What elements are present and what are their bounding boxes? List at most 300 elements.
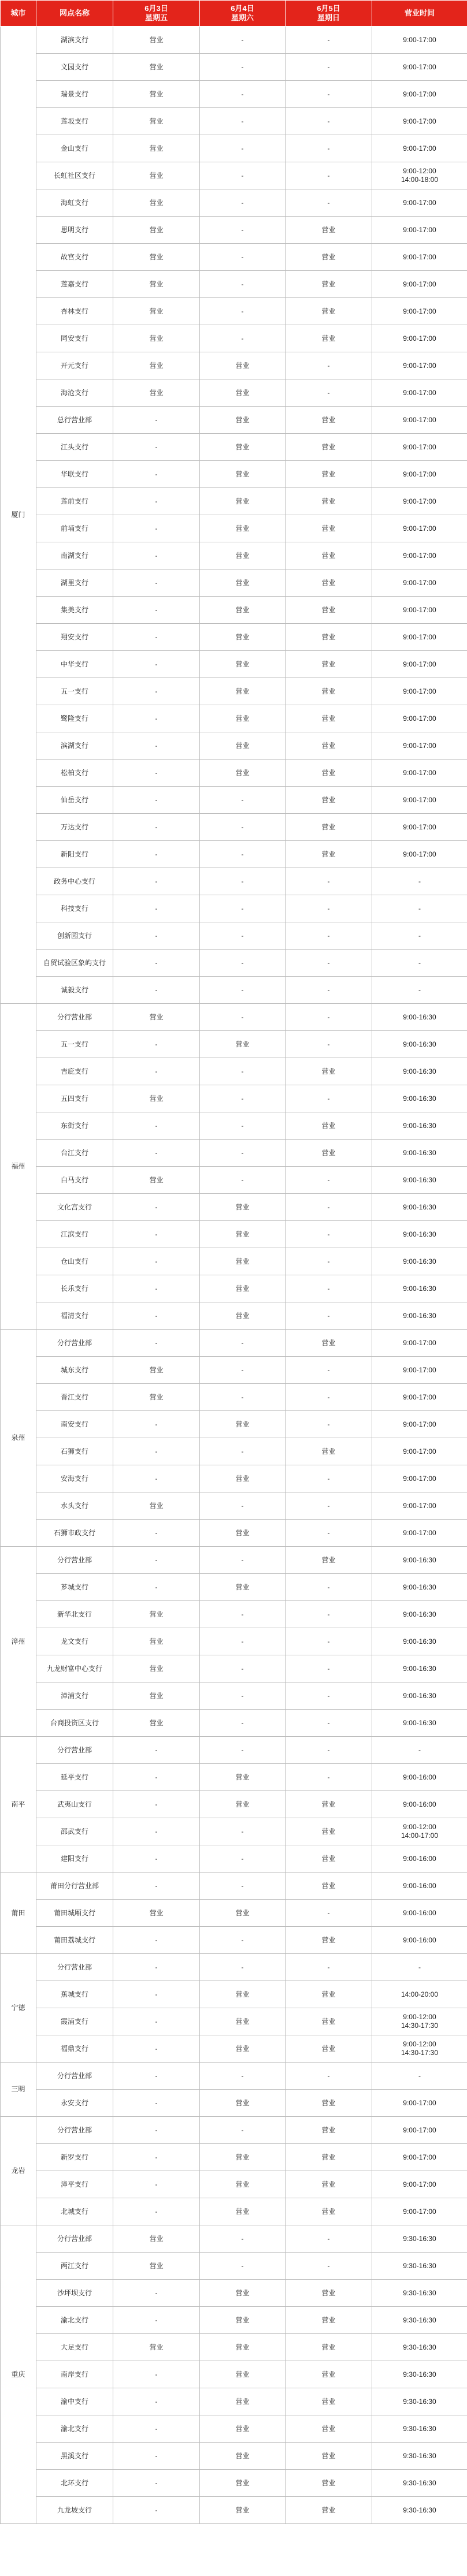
hours-cell: 9:00-17:00 bbox=[372, 1465, 467, 1492]
day2-status-cell: 营业 bbox=[200, 760, 286, 787]
header-day3-date: 6月5日 bbox=[317, 4, 340, 13]
table-row bbox=[1, 1275, 467, 1302]
table-row bbox=[1, 1764, 467, 1791]
day2-status-cell: - bbox=[200, 1547, 286, 1574]
day1-status-cell: 营业 bbox=[113, 1085, 200, 1112]
hours-cell: 9:30-16:30 bbox=[372, 2415, 467, 2443]
day3-status-cell: 营业 bbox=[286, 2388, 372, 2415]
day3-status-cell: - bbox=[286, 895, 372, 922]
table-row bbox=[1, 922, 467, 950]
hours-cell: 9:30-16:30 bbox=[372, 2334, 467, 2361]
day2-status-cell: - bbox=[200, 895, 286, 922]
header-hours: 营业时间 bbox=[372, 1, 467, 27]
branch-name-cell: 前埔支行 bbox=[36, 515, 113, 542]
branch-name-cell: 蕉城支行 bbox=[36, 1981, 113, 2008]
day3-status-cell: 营业 bbox=[286, 2008, 372, 2035]
day1-status-cell: 营业 bbox=[113, 1492, 200, 1520]
hours-cell: 9:00-17:00 bbox=[372, 108, 467, 135]
day3-status-cell: - bbox=[286, 1384, 372, 1411]
hours-cell: 9:30-16:30 bbox=[372, 2307, 467, 2334]
day1-status-cell: - bbox=[113, 2171, 200, 2198]
day1-status-cell: 营业 bbox=[113, 27, 200, 54]
branch-name-cell: 北城支行 bbox=[36, 2198, 113, 2225]
day2-status-cell: 营业 bbox=[200, 1465, 286, 1492]
day3-status-cell: 营业 bbox=[286, 461, 372, 488]
day1-status-cell: - bbox=[113, 488, 200, 515]
hours-cell: 9:00-17:00 bbox=[372, 2198, 467, 2225]
day3-status-cell: 营业 bbox=[286, 1981, 372, 2008]
branch-name-cell: 江滨支行 bbox=[36, 1221, 113, 1248]
day1-status-cell: 营业 bbox=[113, 2225, 200, 2253]
table-row bbox=[1, 2253, 467, 2280]
table-row bbox=[1, 1248, 467, 1275]
day2-status-cell: - bbox=[200, 1710, 286, 1737]
hours-cell: 9:00-17:00 bbox=[372, 1438, 467, 1465]
table-header bbox=[1, 1, 467, 27]
table-row bbox=[1, 950, 467, 977]
day2-status-cell: 营业 bbox=[200, 434, 286, 461]
day3-status-cell: 营业 bbox=[286, 1845, 372, 1873]
branch-name-cell: 台江支行 bbox=[36, 1140, 113, 1167]
day1-status-cell: - bbox=[113, 1954, 200, 1981]
branch-name-cell: 大足支行 bbox=[36, 2334, 113, 2361]
hours-cell: 9:00-17:00 bbox=[372, 1357, 467, 1384]
hours-cell: 9:00-16:30 bbox=[372, 1058, 467, 1085]
day3-status-cell: - bbox=[286, 2063, 372, 2090]
day1-status-cell: - bbox=[113, 1737, 200, 1764]
hours-cell: 9:00-17:00 bbox=[372, 298, 467, 325]
day2-status-cell: 营业 bbox=[200, 1275, 286, 1302]
city-cell: 福州 bbox=[1, 1004, 36, 1330]
header-day1-week: 星期五 bbox=[144, 13, 168, 22]
day3-status-cell: 营业 bbox=[286, 1112, 372, 1140]
branch-name-cell: 两江支行 bbox=[36, 2253, 113, 2280]
day1-status-cell: - bbox=[113, 2470, 200, 2497]
branch-name-cell: 故宫支行 bbox=[36, 244, 113, 271]
city-cell: 龙岩 bbox=[1, 2117, 36, 2225]
branch-name-cell: 莆田城厢支行 bbox=[36, 1900, 113, 1927]
day3-status-cell: - bbox=[286, 1167, 372, 1194]
hours-cell: 9:00-12:00 14:00-17:00 bbox=[372, 1818, 467, 1845]
day2-status-cell: 营业 bbox=[200, 624, 286, 651]
table-row bbox=[1, 597, 467, 624]
day1-status-cell: - bbox=[113, 1112, 200, 1140]
table-row bbox=[1, 2225, 467, 2253]
hours-cell: 9:00-17:00 bbox=[372, 542, 467, 569]
day3-status-cell: 营业 bbox=[286, 1140, 372, 1167]
hours-cell: 9:00-16:30 bbox=[372, 1112, 467, 1140]
day3-status-cell: - bbox=[286, 1574, 372, 1601]
hours-cell: 9:00-17:00 bbox=[372, 515, 467, 542]
hours-cell: 9:00-17:00 bbox=[372, 1330, 467, 1357]
branch-name-cell: 五一支行 bbox=[36, 1031, 113, 1058]
day3-status-cell: - bbox=[286, 1601, 372, 1628]
header-day1 bbox=[113, 1, 200, 27]
day1-status-cell: - bbox=[113, 1981, 200, 2008]
day2-status-cell: - bbox=[200, 189, 286, 217]
branch-name-cell: 中华支行 bbox=[36, 651, 113, 678]
branch-name-cell: 分行营业部 bbox=[36, 1547, 113, 1574]
hours-cell: 9:00-17:00 bbox=[372, 379, 467, 407]
day3-status-cell: - bbox=[286, 54, 372, 81]
branch-name-cell: 晋江支行 bbox=[36, 1384, 113, 1411]
city-cell: 莆田 bbox=[1, 1873, 36, 1954]
day1-status-cell: - bbox=[113, 624, 200, 651]
day2-status-cell: 营业 bbox=[200, 2388, 286, 2415]
hours-cell: 9:00-17:00 bbox=[372, 488, 467, 515]
hours-cell: - bbox=[372, 868, 467, 895]
branch-name-cell: 分行营业部 bbox=[36, 1004, 113, 1031]
table-row bbox=[1, 1112, 467, 1140]
table-row bbox=[1, 434, 467, 461]
hours-cell: 9:00-16:30 bbox=[372, 1167, 467, 1194]
hours-cell: 9:00-17:00 bbox=[372, 352, 467, 379]
branch-name-cell: 漳平支行 bbox=[36, 2171, 113, 2198]
day1-status-cell: 营业 bbox=[113, 325, 200, 352]
day2-status-cell: - bbox=[200, 54, 286, 81]
day3-status-cell: 营业 bbox=[286, 2090, 372, 2117]
day1-status-cell: - bbox=[113, 977, 200, 1004]
day2-status-cell: - bbox=[200, 1954, 286, 1981]
day3-status-cell: 营业 bbox=[286, 2280, 372, 2307]
day3-status-cell: - bbox=[286, 1764, 372, 1791]
branch-name-cell: 渝中支行 bbox=[36, 2388, 113, 2415]
day1-status-cell: - bbox=[113, 2035, 200, 2063]
day2-status-cell: - bbox=[200, 1737, 286, 1764]
branch-name-cell: 分行营业部 bbox=[36, 2225, 113, 2253]
branch-name-cell: 武夷山支行 bbox=[36, 1791, 113, 1818]
header-day2-week: 星期六 bbox=[231, 13, 254, 22]
day2-status-cell: 营业 bbox=[200, 1574, 286, 1601]
hours-cell: 9:00-17:00 bbox=[372, 732, 467, 760]
day2-status-cell: 营业 bbox=[200, 1302, 286, 1330]
day3-status-cell: - bbox=[286, 1954, 372, 1981]
hours-cell: 9:00-16:30 bbox=[372, 1628, 467, 1655]
hours-cell: 9:00-16:30 bbox=[372, 1248, 467, 1275]
day2-status-cell: 营业 bbox=[200, 2171, 286, 2198]
hours-cell: 9:00-17:00 bbox=[372, 2090, 467, 2117]
day1-status-cell: - bbox=[113, 1058, 200, 1085]
day1-status-cell: - bbox=[113, 2361, 200, 2388]
day2-status-cell: 营业 bbox=[200, 1764, 286, 1791]
city-cell: 南平 bbox=[1, 1737, 36, 1873]
table-row bbox=[1, 1791, 467, 1818]
day3-status-cell: 营业 bbox=[286, 2307, 372, 2334]
branch-name-cell: 延平支行 bbox=[36, 1764, 113, 1791]
branch-name-cell: 长乐支行 bbox=[36, 1275, 113, 1302]
branch-name-cell: 南安支行 bbox=[36, 1411, 113, 1438]
table-row bbox=[1, 298, 467, 325]
table-row bbox=[1, 54, 467, 81]
branch-name-cell: 创新园支行 bbox=[36, 922, 113, 950]
day1-status-cell: - bbox=[113, 1764, 200, 1791]
table-row bbox=[1, 732, 467, 760]
table-row bbox=[1, 1628, 467, 1655]
branch-name-cell: 分行营业部 bbox=[36, 1737, 113, 1764]
table-row bbox=[1, 651, 467, 678]
table-row bbox=[1, 569, 467, 597]
day1-status-cell: 营业 bbox=[113, 1384, 200, 1411]
table-row bbox=[1, 1357, 467, 1384]
branch-name-cell: 福鼎支行 bbox=[36, 2035, 113, 2063]
day1-status-cell: - bbox=[113, 1031, 200, 1058]
city-cell: 泉州 bbox=[1, 1330, 36, 1547]
day3-status-cell: 营业 bbox=[286, 515, 372, 542]
day2-status-cell: 营业 bbox=[200, 1248, 286, 1275]
day3-status-cell: 营业 bbox=[286, 2035, 372, 2063]
day2-status-cell: 营业 bbox=[200, 2035, 286, 2063]
day1-status-cell: - bbox=[113, 651, 200, 678]
branch-name-cell: 石狮市政支行 bbox=[36, 1520, 113, 1547]
hours-cell: - bbox=[372, 1954, 467, 1981]
table-row bbox=[1, 379, 467, 407]
day3-status-cell: - bbox=[286, 81, 372, 108]
day2-status-cell: 营业 bbox=[200, 732, 286, 760]
branch-name-cell: 五四支行 bbox=[36, 1085, 113, 1112]
table-row bbox=[1, 678, 467, 705]
day1-status-cell: - bbox=[113, 787, 200, 814]
branch-name-cell: 北环支行 bbox=[36, 2470, 113, 2497]
day2-status-cell: - bbox=[200, 922, 286, 950]
day1-status-cell: - bbox=[113, 1873, 200, 1900]
branch-name-cell: 杏林支行 bbox=[36, 298, 113, 325]
day2-status-cell: - bbox=[200, 1818, 286, 1845]
day1-status-cell: 营业 bbox=[113, 1900, 200, 1927]
hours-cell: 9:00-16:30 bbox=[372, 1275, 467, 1302]
hours-cell: 9:00-17:00 bbox=[372, 1492, 467, 1520]
table-row bbox=[1, 515, 467, 542]
hours-cell: 9:00-17:00 bbox=[372, 760, 467, 787]
header-city: 城市 bbox=[1, 1, 36, 27]
table-row bbox=[1, 1682, 467, 1710]
branch-name-cell: 翔安支行 bbox=[36, 624, 113, 651]
hours-cell: 9:00-17:00 bbox=[372, 705, 467, 732]
day3-status-cell: - bbox=[286, 1710, 372, 1737]
day2-status-cell: - bbox=[200, 217, 286, 244]
day1-status-cell: - bbox=[113, 1330, 200, 1357]
table-row bbox=[1, 461, 467, 488]
day1-status-cell: - bbox=[113, 814, 200, 841]
day1-status-cell: 营业 bbox=[113, 1357, 200, 1384]
day2-status-cell: - bbox=[200, 2253, 286, 2280]
branch-name-cell: 莆田荔城支行 bbox=[36, 1927, 113, 1954]
table-row bbox=[1, 1140, 467, 1167]
table-row bbox=[1, 787, 467, 814]
day1-status-cell: 营业 bbox=[113, 1601, 200, 1628]
branch-name-cell: 华联支行 bbox=[36, 461, 113, 488]
branch-name-cell: 南岸支行 bbox=[36, 2361, 113, 2388]
hours-cell: 9:00-16:00 bbox=[372, 1927, 467, 1954]
day2-status-cell: - bbox=[200, 977, 286, 1004]
branch-name-cell: 九龙财富中心支行 bbox=[36, 1655, 113, 1682]
hours-cell: 9:00-16:30 bbox=[372, 1004, 467, 1031]
branch-name-cell: 金山支行 bbox=[36, 135, 113, 162]
day2-status-cell: 营业 bbox=[200, 515, 286, 542]
day3-status-cell: - bbox=[286, 1085, 372, 1112]
branch-name-cell: 安海支行 bbox=[36, 1465, 113, 1492]
day1-status-cell: 营业 bbox=[113, 217, 200, 244]
day2-status-cell: 营业 bbox=[200, 569, 286, 597]
hours-cell: 9:00-17:00 bbox=[372, 651, 467, 678]
hours-cell: 9:00-17:00 bbox=[372, 54, 467, 81]
day1-status-cell: - bbox=[113, 569, 200, 597]
hours-cell: - bbox=[372, 977, 467, 1004]
day3-status-cell: 营业 bbox=[286, 1873, 372, 1900]
day2-status-cell: - bbox=[200, 2225, 286, 2253]
day3-status-cell: - bbox=[286, 108, 372, 135]
day3-status-cell: 营业 bbox=[286, 1330, 372, 1357]
table-row bbox=[1, 1492, 467, 1520]
hours-cell: 9:00-17:00 bbox=[372, 244, 467, 271]
branch-name-cell: 集美支行 bbox=[36, 597, 113, 624]
hours-cell: 9:00-17:00 bbox=[372, 325, 467, 352]
day1-status-cell: - bbox=[113, 2063, 200, 2090]
table-row bbox=[1, 1737, 467, 1764]
table-row bbox=[1, 760, 467, 787]
branch-name-cell: 湖里支行 bbox=[36, 569, 113, 597]
day1-status-cell: 营业 bbox=[113, 1710, 200, 1737]
branch-name-cell: 科技支行 bbox=[36, 895, 113, 922]
day3-status-cell: 营业 bbox=[286, 597, 372, 624]
hours-cell: 9:00-17:00 bbox=[372, 678, 467, 705]
day3-status-cell: 营业 bbox=[286, 787, 372, 814]
hours-cell: 9:00-17:00 bbox=[372, 461, 467, 488]
branch-name-cell: 新阳支行 bbox=[36, 841, 113, 868]
day2-status-cell: 营业 bbox=[200, 678, 286, 705]
day2-status-cell: 营业 bbox=[200, 2008, 286, 2035]
hours-cell: 9:00-16:30 bbox=[372, 1655, 467, 1682]
table-row bbox=[1, 2117, 467, 2144]
branch-name-cell: 鹭隆支行 bbox=[36, 705, 113, 732]
day3-status-cell: - bbox=[286, 2253, 372, 2280]
day1-status-cell: - bbox=[113, 1411, 200, 1438]
hours-cell: 9:00-17:00 bbox=[372, 189, 467, 217]
hours-cell: 9:00-17:00 bbox=[372, 1520, 467, 1547]
day2-status-cell: - bbox=[200, 108, 286, 135]
day1-status-cell: - bbox=[113, 407, 200, 434]
hours-cell: 9:00-16:00 bbox=[372, 1873, 467, 1900]
table-row bbox=[1, 1465, 467, 1492]
branch-name-cell: 新华北支行 bbox=[36, 1601, 113, 1628]
day3-status-cell: 营业 bbox=[286, 244, 372, 271]
day2-status-cell: 营业 bbox=[200, 705, 286, 732]
day3-status-cell: 营业 bbox=[286, 2171, 372, 2198]
day1-status-cell: 营业 bbox=[113, 108, 200, 135]
hours-cell: 9:00-16:30 bbox=[372, 1547, 467, 1574]
branch-name-cell: 莆田分行营业部 bbox=[36, 1873, 113, 1900]
day2-status-cell: - bbox=[200, 1682, 286, 1710]
branch-name-cell: 总行营业部 bbox=[36, 407, 113, 434]
city-cell: 宁德 bbox=[1, 1954, 36, 2063]
day1-status-cell: - bbox=[113, 1791, 200, 1818]
hours-cell: 9:00-16:30 bbox=[372, 1302, 467, 1330]
day2-status-cell: - bbox=[200, 135, 286, 162]
hours-cell: 9:00-17:00 bbox=[372, 271, 467, 298]
day1-status-cell: - bbox=[113, 542, 200, 569]
day1-status-cell: - bbox=[113, 1438, 200, 1465]
day3-status-cell: 营业 bbox=[286, 814, 372, 841]
branch-name-cell: 九龙坡支行 bbox=[36, 2497, 113, 2524]
branch-name-cell: 新罗支行 bbox=[36, 2144, 113, 2171]
day1-status-cell: 营业 bbox=[113, 1628, 200, 1655]
branch-name-cell: 渝北支行 bbox=[36, 2307, 113, 2334]
day3-status-cell: - bbox=[286, 1302, 372, 1330]
hours-cell: 9:00-17:00 bbox=[372, 27, 467, 54]
day2-status-cell: 营业 bbox=[200, 1900, 286, 1927]
day2-status-cell: 营业 bbox=[200, 461, 286, 488]
hours-cell: 9:00-16:30 bbox=[372, 1140, 467, 1167]
day1-status-cell: - bbox=[113, 705, 200, 732]
day2-status-cell: - bbox=[200, 950, 286, 977]
day2-status-cell: 营业 bbox=[200, 542, 286, 569]
day3-status-cell: 营业 bbox=[286, 569, 372, 597]
branch-name-cell: 黑溪支行 bbox=[36, 2443, 113, 2470]
header-branch: 网点名称 bbox=[36, 1, 113, 27]
branch-name-cell: 分行营业部 bbox=[36, 2117, 113, 2144]
day3-status-cell: 营业 bbox=[286, 1818, 372, 1845]
day3-status-cell: - bbox=[286, 1900, 372, 1927]
table-row bbox=[1, 1330, 467, 1357]
day2-status-cell: - bbox=[200, 1601, 286, 1628]
day3-status-cell: 营业 bbox=[286, 1791, 372, 1818]
day1-status-cell: 营业 bbox=[113, 298, 200, 325]
day2-status-cell: 营业 bbox=[200, 379, 286, 407]
table-body bbox=[1, 27, 467, 2524]
table-row bbox=[1, 2090, 467, 2117]
day3-status-cell: - bbox=[286, 868, 372, 895]
day3-status-cell: 营业 bbox=[286, 298, 372, 325]
hours-cell: 14:00-20:00 bbox=[372, 1981, 467, 2008]
day3-status-cell: 营业 bbox=[286, 217, 372, 244]
branch-name-cell: 邵武支行 bbox=[36, 1818, 113, 1845]
day1-status-cell: - bbox=[113, 2307, 200, 2334]
day1-status-cell: - bbox=[113, 1845, 200, 1873]
day3-status-cell: - bbox=[286, 1357, 372, 1384]
day1-status-cell: 营业 bbox=[113, 2253, 200, 2280]
branch-name-cell: 万达支行 bbox=[36, 814, 113, 841]
day3-status-cell: - bbox=[286, 189, 372, 217]
day1-status-cell: 营业 bbox=[113, 189, 200, 217]
day3-status-cell: 营业 bbox=[286, 488, 372, 515]
branch-name-cell: 海沧支行 bbox=[36, 379, 113, 407]
day2-status-cell: - bbox=[200, 1438, 286, 1465]
day3-status-cell: 营业 bbox=[286, 2117, 372, 2144]
branch-name-cell: 建阳支行 bbox=[36, 1845, 113, 1873]
table-row bbox=[1, 2388, 467, 2415]
day3-status-cell: - bbox=[286, 922, 372, 950]
hours-cell: 9:00-16:00 bbox=[372, 1845, 467, 1873]
day1-status-cell: - bbox=[113, 678, 200, 705]
hours-cell: 9:00-16:00 bbox=[372, 1791, 467, 1818]
day3-status-cell: - bbox=[286, 950, 372, 977]
day1-status-cell: - bbox=[113, 2443, 200, 2470]
branch-name-cell: 滨湖支行 bbox=[36, 732, 113, 760]
hours-cell: - bbox=[372, 950, 467, 977]
city-cell: 漳州 bbox=[1, 1547, 36, 1737]
branch-name-cell: 沙坪坝支行 bbox=[36, 2280, 113, 2307]
day2-status-cell: 营业 bbox=[200, 1194, 286, 1221]
hours-cell: 9:00-16:30 bbox=[372, 1194, 467, 1221]
day1-status-cell: 营业 bbox=[113, 1655, 200, 1682]
day1-status-cell: 营业 bbox=[113, 54, 200, 81]
hours-cell: 9:00-17:00 bbox=[372, 1384, 467, 1411]
day3-status-cell: 营业 bbox=[286, 624, 372, 651]
day3-status-cell: - bbox=[286, 1194, 372, 1221]
table-row bbox=[1, 407, 467, 434]
branch-name-cell: 分行营业部 bbox=[36, 1330, 113, 1357]
table-row bbox=[1, 1520, 467, 1547]
day2-status-cell: - bbox=[200, 298, 286, 325]
